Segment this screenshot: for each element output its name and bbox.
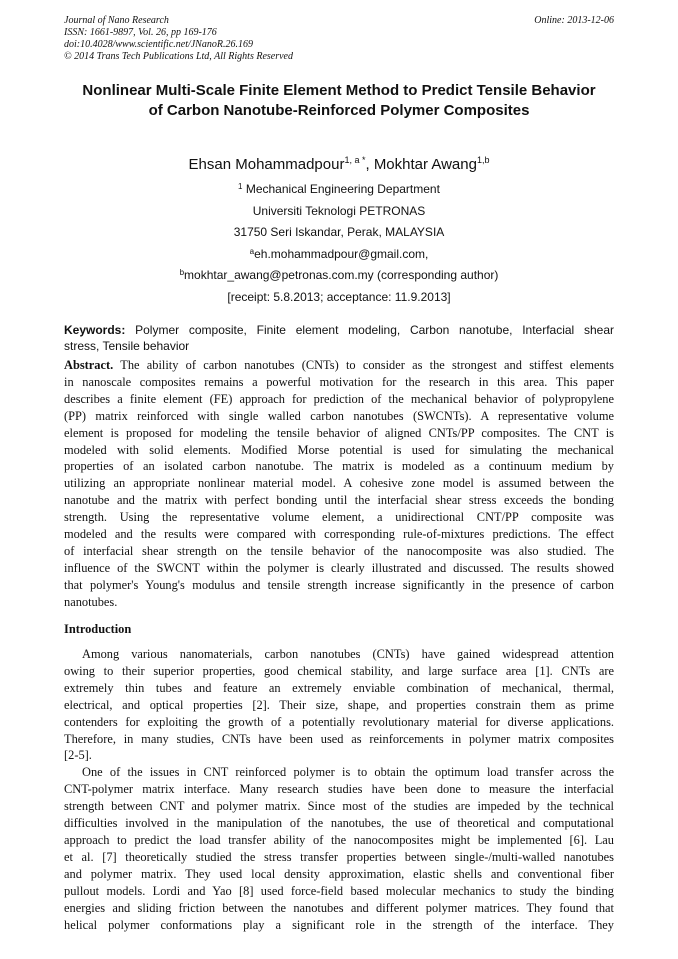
author-name: Mokhtar Awang xyxy=(373,156,477,173)
author-name: Ehsan Mohammadpour xyxy=(188,156,345,173)
abstract-line xyxy=(64,577,614,594)
abstract xyxy=(64,357,614,611)
abstract-line xyxy=(64,475,614,492)
email-a xyxy=(0,244,678,266)
abstract-text: properties of an isolated carbon nanotube. The matrix is modeled as a continuum medium by xyxy=(64,459,614,474)
abstract-text: of interfacial shear strength on the tensile behavior of the nanocomposite was also studied. The xyxy=(64,543,614,558)
introduction-line: contenders for exploiting the growth of a potentially revolutionary material for diverse applications. xyxy=(64,714,614,729)
issn: ISSN: 1661-9897, Vol. 26, pp 169-176 xyxy=(64,27,217,38)
abstract-line xyxy=(64,594,614,611)
abstract-line xyxy=(64,391,614,408)
abstract-text: nanotube and the matrix with perfect bonding until the interfacial shear stress exceeds the bonding xyxy=(64,493,614,508)
abstract-line xyxy=(64,543,614,560)
abstract-text: modeled with solid elements. Modified Morse potential is used for simulating the mechanical xyxy=(64,442,614,457)
affiliation-mark: 1 xyxy=(238,182,243,191)
introduction-line: helical polymer conformations play a significant role in the strength of the interface. They xyxy=(64,917,614,932)
introduction-line: owing to their superior properties, good chemical stability, and large surface area [1]. CNTs are xyxy=(64,663,614,678)
abstract-line xyxy=(64,374,614,391)
abstract-text: influence of the SWCNT within the polymer is clearly illustrated and discussed. The results showed xyxy=(64,560,614,575)
email-mark: a xyxy=(249,246,255,256)
introduction-line: strength between CNT and polymer matrix. Since most of the studies are impeded by the technical xyxy=(64,799,614,814)
abstract-text: describes a finite element (FE) approach for prediction of the mechanical behavior of polypropylene xyxy=(64,391,614,406)
department-name: Mechanical Engineering Department xyxy=(242,182,440,196)
abstract-text: in nanoscale composites remains a powerful motivation for the research in this area. This paper xyxy=(64,374,614,389)
introduction-line: and polymer matrix. They used local density approximation, elastic shells and conventional fiber xyxy=(64,866,614,881)
abstract-line xyxy=(64,526,614,543)
section-heading-introduction: Introduction xyxy=(64,622,132,636)
abstract-line xyxy=(64,509,614,526)
introduction-line: extremely thin tubes and feature an extremely enviable combination of mechanical, thermal, xyxy=(64,680,614,695)
abstract-text: The ability of carbon nanotubes (CNTs) to consider as the strongest and stiffest elements xyxy=(113,358,614,372)
introduction-line: energies and sliding friction between the nanotubes and different polymer matrices. They found that xyxy=(64,900,614,915)
abstract-text: element is proposed for modeling the tensile behavior of aligned CNTs/PP composites. The CNT is xyxy=(64,425,614,440)
introduction-line: difficulties involved in the manipulation of the nanotubes, the use of theoretical and computational xyxy=(64,816,614,831)
keywords-label: Keywords: xyxy=(64,323,126,337)
abstract-line xyxy=(64,458,614,475)
keywords xyxy=(64,322,614,354)
authors xyxy=(0,155,678,175)
abstract-label: Abstract. xyxy=(64,358,114,372)
journal-header xyxy=(64,15,293,63)
university: Universiti Teknologi PETRONAS xyxy=(252,203,426,218)
abstract-line xyxy=(64,492,614,509)
abstract-line xyxy=(64,560,614,577)
abstract-text: (PP) matrix reinforced with single walled carbon nanotubes (SWCNTs). A representative volume xyxy=(64,408,614,423)
abstract-text: that polymer's Young's modulus and tensile strength increase significantly in the presence of carbon xyxy=(64,577,614,592)
keywords-text: Polymer composite, Finite element modeling, Carbon nanotube, Interfacial shear xyxy=(125,323,614,337)
online-date: Online: 2013-12-06 xyxy=(534,15,614,26)
abstract-text: utilizing an appropriate nonlinear material model. A cohesive zone model is assumed between the xyxy=(64,476,614,491)
affiliation xyxy=(0,179,678,308)
title-line: Nonlinear Multi-Scale Finite Element Method to Predict Tensile Behavior xyxy=(82,82,596,99)
email-b xyxy=(0,265,678,287)
introduction-line: Among various nanomaterials, carbon nanotubes (CNTs) have gained widespread attention xyxy=(82,647,614,661)
introduction-line: electrical, and optical properties [2]. Their size, shape, and properties constrain them as prime xyxy=(64,697,614,712)
introduction-line: Therefore, in many studies, CNTs have been used as reinforcements in polymer matrix composites xyxy=(64,731,614,746)
introduction-line: pullout models. Lordi and Yao [8] used force-field based molecular mechanics to study the binding xyxy=(64,883,614,898)
journal-name: Journal of Nano Research xyxy=(64,15,169,26)
email-link[interactable]: eh.mohammadpour@gmail.com, xyxy=(254,246,429,261)
address: 31750 Seri Iskandar, Perak, MALAYSIA xyxy=(233,225,445,239)
title-line: of Carbon Nanotube-Reinforced Polymer Composites xyxy=(148,102,530,119)
email-link[interactable]: mokhtar_awang@petronas.com.my (corresponding author) xyxy=(184,268,499,282)
receipt-dates: [receipt: 5.8.2013; acceptance: 11.9.2013] xyxy=(227,289,451,304)
abstract-line xyxy=(64,442,614,459)
author-affiliation-mark: 1, a * xyxy=(344,155,366,165)
abstract-text: strength. Using the representative volume element, a unidirectional CNT/PP composite was xyxy=(64,510,614,525)
author-affiliation-mark: 1,b xyxy=(476,155,490,165)
keywords-text: stress, Tensile behavior xyxy=(64,339,190,353)
abstract-text: nanotubes. xyxy=(64,594,118,609)
abstract-text: modeled and the results were compared with corresponding rule-of-mixtures predictions. The effect xyxy=(64,527,614,542)
department xyxy=(0,179,678,201)
introduction-line: [2-5]. xyxy=(64,748,92,763)
abstract-line xyxy=(64,408,614,425)
introduction-body xyxy=(64,646,614,933)
author-separator: , xyxy=(365,156,374,173)
introduction-line: CNT-polymer matrix interface. Many research studies have been done to measure the interfacial xyxy=(64,782,614,797)
introduction-line: One of the issues in CNT reinforced polymer is to obtain the optimum load transfer across the xyxy=(82,765,614,780)
introduction-line: et al. [7] theoretically studied the stress transfer properties between single-/multi-walled nanotubes xyxy=(64,849,614,864)
abstract-line xyxy=(64,425,614,442)
doi: doi:10.4028/www.scientific.net/JNanoR.26.169 xyxy=(64,39,253,50)
email-mark: b xyxy=(179,268,185,277)
introduction-line: approach to predict the load transfer ability of the nanocomposites might be implemented [6]. Lau xyxy=(64,832,614,847)
paper-title xyxy=(40,81,638,121)
copyright: © 2014 Trans Tech Publications Ltd, All Rights Reserved xyxy=(64,51,293,62)
abstract-line xyxy=(64,357,614,374)
